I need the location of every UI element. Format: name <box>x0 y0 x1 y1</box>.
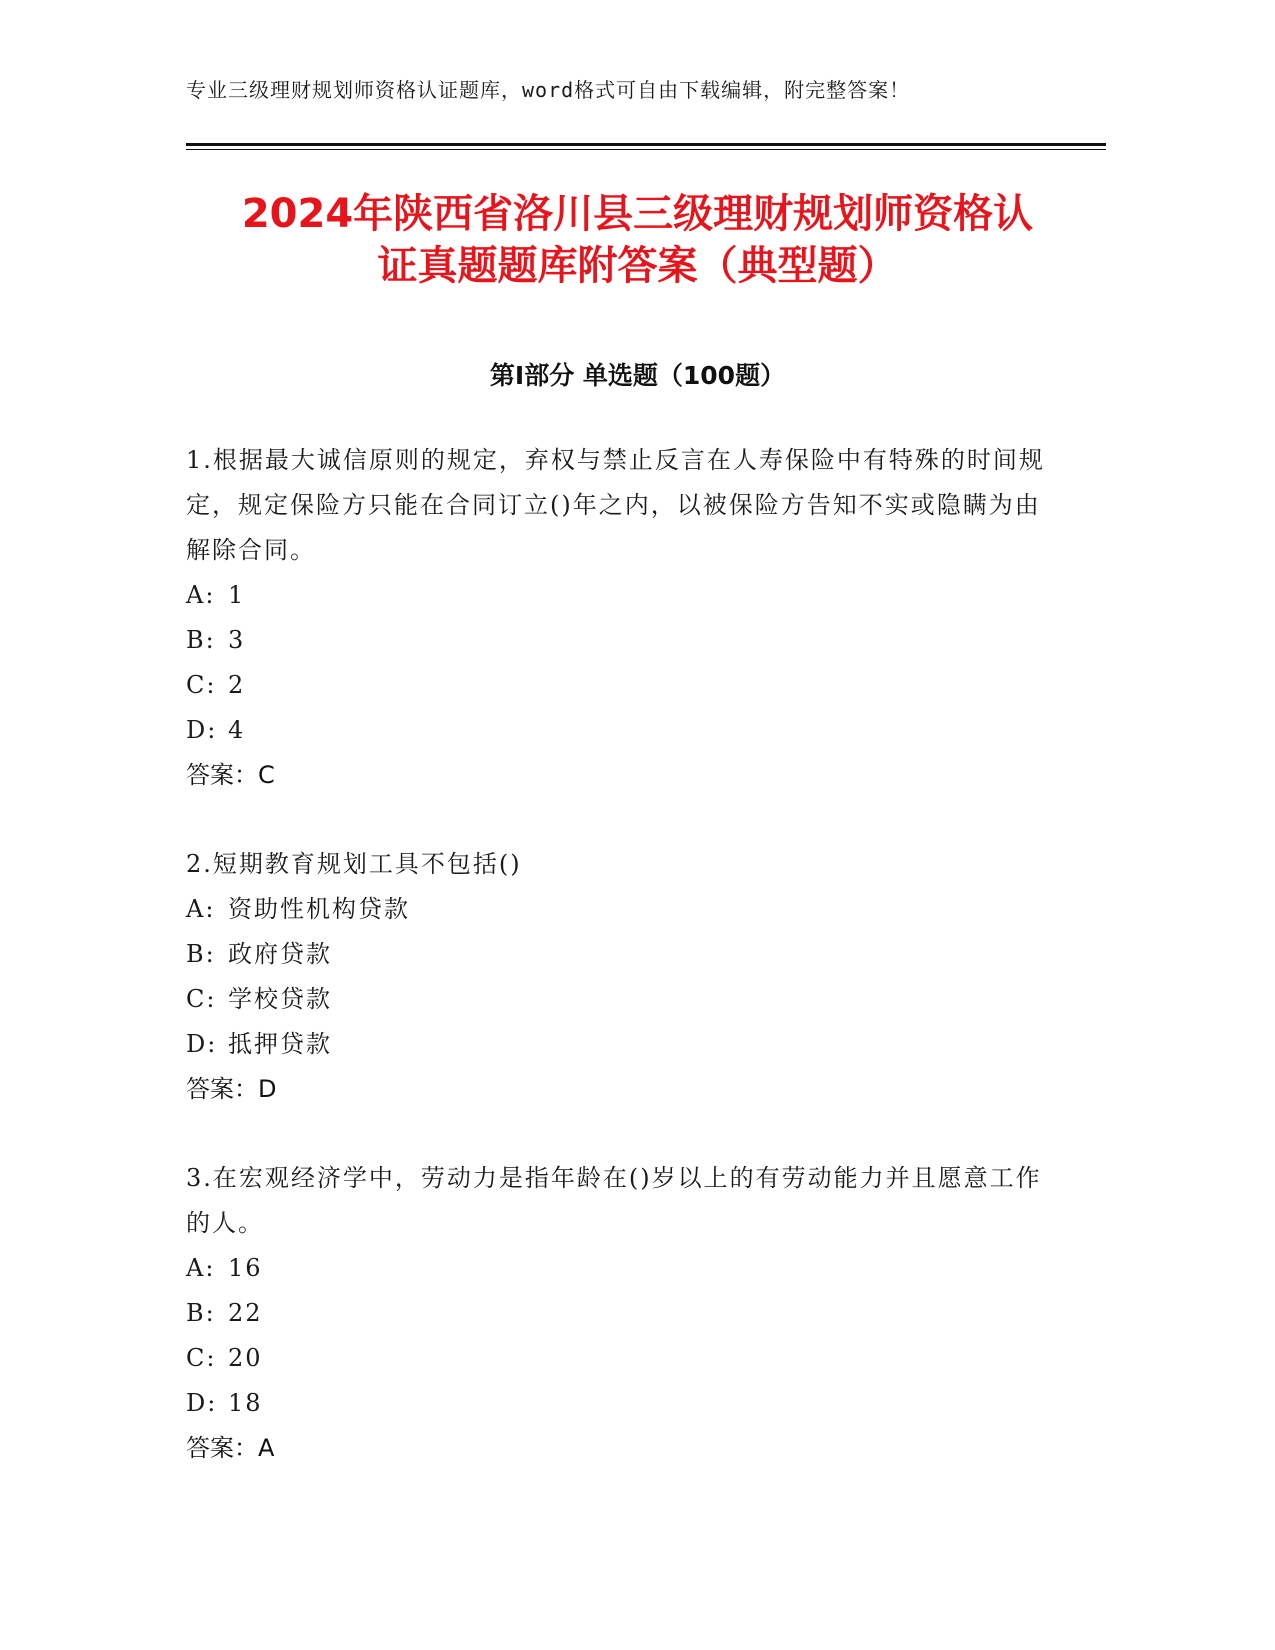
option-c <box>186 1336 1066 1381</box>
option-d <box>186 708 1066 753</box>
question-3 <box>186 1156 1066 1471</box>
option-key: B: <box>186 1299 216 1327</box>
option-key: D: <box>186 1030 218 1058</box>
option-key: A: <box>186 581 216 609</box>
option-b <box>186 932 1066 977</box>
option-c <box>186 977 1066 1022</box>
option-key: A: <box>186 1254 216 1282</box>
question-spacer <box>186 1112 1066 1156</box>
option-a <box>186 1246 1066 1291</box>
header-divider-thin <box>186 149 1106 150</box>
document-title-line-2: 证真题题库附答案（典型题） <box>377 243 898 289</box>
answer-line: 答案：D <box>186 1075 277 1103</box>
option-text: 4 <box>228 716 246 744</box>
question-list <box>186 438 1066 1471</box>
option-key: D: <box>186 1389 218 1417</box>
option-c <box>186 663 1066 708</box>
option-text: 22 <box>228 1299 263 1327</box>
question-stem: 2.短期教育规划工具不包括() <box>186 850 522 878</box>
document-title-line-1: 2024年陕西省洛川县三级理财规划师资格认 <box>241 191 1034 237</box>
option-text: 政府贷款 <box>228 940 332 968</box>
option-b <box>186 1291 1066 1336</box>
question-stem: 1.根据最大诚信原则的规定，弃权与禁止反言在人寿保险中有特殊的时间规定，规定保险方只能在合同订立()年之内，以被保险方告知不实或隐瞒为由解除合同。 <box>186 446 1045 564</box>
option-text: 20 <box>228 1344 263 1372</box>
option-d <box>186 1022 1066 1067</box>
option-b <box>186 618 1066 663</box>
question-spacer <box>186 798 1066 842</box>
answer-line: 答案：A <box>186 1434 275 1462</box>
option-text: 1 <box>228 581 246 609</box>
answer-line: 答案：C <box>186 761 275 789</box>
question-stem: 3.在宏观经济学中，劳动力是指年龄在()岁以上的有劳动能力并且愿意工作的人。 <box>186 1164 1042 1237</box>
option-text: 2 <box>228 671 246 699</box>
header-divider-thick <box>186 143 1106 146</box>
option-key: C: <box>186 1344 217 1372</box>
option-text: 3 <box>228 626 246 654</box>
option-a <box>186 887 1066 932</box>
header-note: 专业三级理财规划师资格认证题库，word格式可自由下载编辑，附完整答案！ <box>186 78 911 102</box>
option-key: B: <box>186 940 216 968</box>
option-a <box>186 573 1066 618</box>
option-key: A: <box>186 895 216 923</box>
question-2 <box>186 842 1066 1112</box>
section-title: 第Ⅰ部分 单选题（100题） <box>489 361 786 390</box>
option-text: 学校贷款 <box>228 985 332 1013</box>
document-title <box>150 188 1125 292</box>
option-key: C: <box>186 671 217 699</box>
option-text: 16 <box>228 1254 263 1282</box>
option-key: D: <box>186 716 218 744</box>
question-1 <box>186 438 1066 798</box>
option-text: 18 <box>228 1389 263 1417</box>
option-key: C: <box>186 985 217 1013</box>
option-d <box>186 1381 1066 1426</box>
option-key: B: <box>186 626 216 654</box>
option-text: 资助性机构贷款 <box>228 895 410 923</box>
option-text: 抵押贷款 <box>228 1030 332 1058</box>
